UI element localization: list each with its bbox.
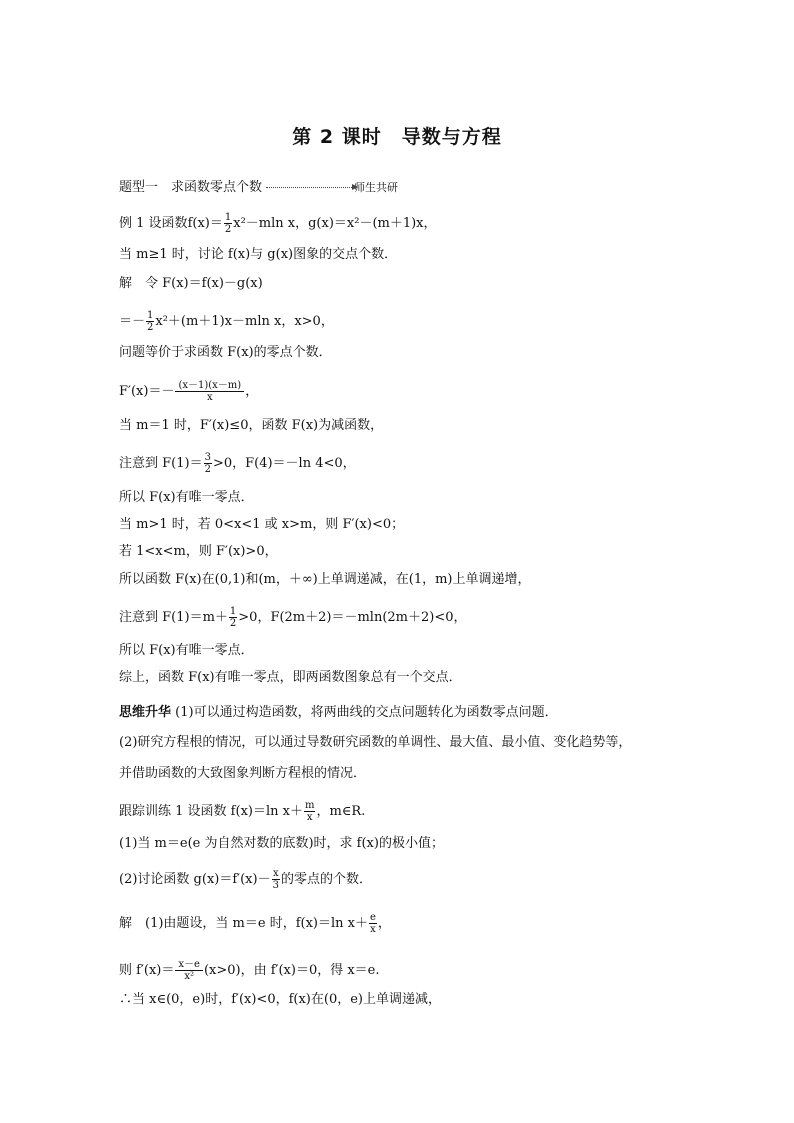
fraction-numerator: 1 <box>147 310 154 321</box>
reflection-line-1 <box>119 705 558 721</box>
fraction-half <box>224 212 232 235</box>
practice-s2a: 则 f′(x)＝ <box>119 963 175 978</box>
page-title: 第 2 课时 导数与方程 <box>292 126 502 148</box>
fraction-denominator: x <box>207 392 213 403</box>
solution-l2a: ＝－ <box>119 314 146 329</box>
solution-line-3: 问题等价于求函数 F(x)的零点个数． <box>119 345 332 360</box>
solution-line-8: 当 m>1 时，若 0<x<1 或 x>m，则 F′(x)<0； <box>119 517 405 532</box>
reflection-line-3: 并借助函数的大致图象判断方程根的情况． <box>119 766 367 781</box>
practice-label: 跟踪训练 1 <box>119 804 184 819</box>
solution-l2b: x²＋(m＋1)x－mln x，x>0， <box>155 314 334 329</box>
fraction-denominator: 3 <box>272 880 279 891</box>
f-def-a: f(x)＝ <box>187 216 223 231</box>
solution-l11a: 注意到 F(1)＝m＋ <box>119 610 228 625</box>
solution-l4b: ， <box>245 384 259 399</box>
example1-line <box>119 212 437 235</box>
practice-solution-1 <box>119 912 391 935</box>
practice-l1a: 设函数 f(x)＝ln x＋ <box>187 804 303 819</box>
solution-line-2 <box>119 310 334 333</box>
fraction-derivative-e <box>175 959 203 982</box>
fraction-denominator: x <box>306 812 313 823</box>
fraction-m-over-x <box>304 800 315 823</box>
fraction-x-over-3 <box>272 868 280 891</box>
fraction-e-over-x <box>369 912 377 935</box>
solution-line-1: 解 令 F(x)＝f(x)－g(x) <box>119 276 263 291</box>
fraction-numerator: e <box>369 912 376 923</box>
solution-line-10: 所以函数 F(x)在(0,1)和(m，＋∞)上单调递减，在(1，m)上单调递增， <box>119 572 531 587</box>
fraction-three-halves <box>204 452 212 475</box>
practice-question-2 <box>119 868 372 891</box>
practice-l1b: ，m∈R. <box>316 804 366 819</box>
example-label: 例 1 <box>119 216 145 231</box>
solution-line-6 <box>119 452 356 475</box>
fraction-numerator: (x－1)(x－m) <box>175 380 244 392</box>
fraction-denominator: 2 <box>147 322 154 333</box>
solution-l6b: >0，F(4)＝－ln 4<0， <box>212 456 356 471</box>
practice-q2a: (2)讨论函数 g(x)＝f′(x)－ <box>119 872 271 887</box>
solution-l4a: F′(x)＝－ <box>119 384 175 399</box>
fraction-numerator: 1 <box>229 606 237 617</box>
solution-line-5: 当 m＝1 时，F′(x)≤0，函数 F(x)为减函数， <box>119 418 384 433</box>
example-text: 设函数 <box>148 216 188 231</box>
solution-line-7: 所以 F(x)有唯一零点． <box>119 490 254 505</box>
practice-line-1 <box>119 800 365 823</box>
fraction-half <box>229 606 237 629</box>
solution-l11b: >0，F(2m＋2)＝－mln(2m＋2)<0， <box>238 610 467 625</box>
practice-q2b: 的零点的个数． <box>280 872 372 887</box>
fraction-numerator: m <box>304 800 315 811</box>
solution-line-13: 综上，函数 F(x)有唯一零点，即两函数图象总有一个交点． <box>119 670 462 685</box>
fraction-numerator: x－e <box>175 959 203 971</box>
practice-solution-2 <box>119 959 380 982</box>
section-tag: 师生共研 <box>354 181 399 194</box>
section-heading: 题型一 求函数零点个数 <box>119 180 263 195</box>
reflection-l1: (1)可以通过构造函数，将两曲线的交点问题转化为函数零点问题． <box>175 705 558 720</box>
fraction-half <box>146 310 154 333</box>
practice-solution-3: ∴当 x∈(0，e)时，f′(x)<0，f(x)在(0，e)上单调递减， <box>119 992 441 1007</box>
reflection-label: 思维升华 <box>119 705 172 720</box>
practice-s2b: (x>0)，由 f′(x)＝0，得 x＝e. <box>203 963 380 978</box>
example1-question: 当 m≥1 时，讨论 f(x)与 g(x)图象的交点个数． <box>119 247 398 262</box>
section-heading-row <box>119 180 398 196</box>
solution-line-9: 若 1<x<m，则 F′(x)>0， <box>119 544 278 559</box>
practice-question-1: (1)当 m＝e(e 为自然对数的底数)时，求 f(x)的极小值； <box>119 836 444 851</box>
fraction-numerator: 1 <box>224 212 232 223</box>
fraction-denominator: 2 <box>204 464 211 475</box>
practice-s1a: 解 (1)由题设，当 m＝e 时，f(x)＝ln x＋ <box>119 916 368 931</box>
solution-line-4 <box>119 380 258 403</box>
reflection-line-2: (2)研究方程根的情况，可以通过导数研究函数的单调性、最大值、最小值、变化趋势等， <box>119 735 632 750</box>
solution-line-11 <box>119 606 467 629</box>
fraction-denominator: x² <box>184 971 194 982</box>
fraction-denominator: 2 <box>224 224 232 235</box>
practice-s1b: ， <box>377 916 391 931</box>
fraction-numerator: x <box>272 868 279 879</box>
fraction-denominator: 2 <box>229 618 237 629</box>
fraction-denominator: x <box>370 924 376 935</box>
solution-l6a: 注意到 F(1)＝ <box>119 456 203 471</box>
f-def-b: x²－mln x，g(x)＝x²－(m＋1)x， <box>233 216 437 231</box>
arrow-icon <box>266 187 352 188</box>
fraction-derivative <box>175 380 244 403</box>
fraction-numerator: 3 <box>204 452 211 463</box>
solution-line-12: 所以 F(x)有唯一零点． <box>119 643 254 658</box>
